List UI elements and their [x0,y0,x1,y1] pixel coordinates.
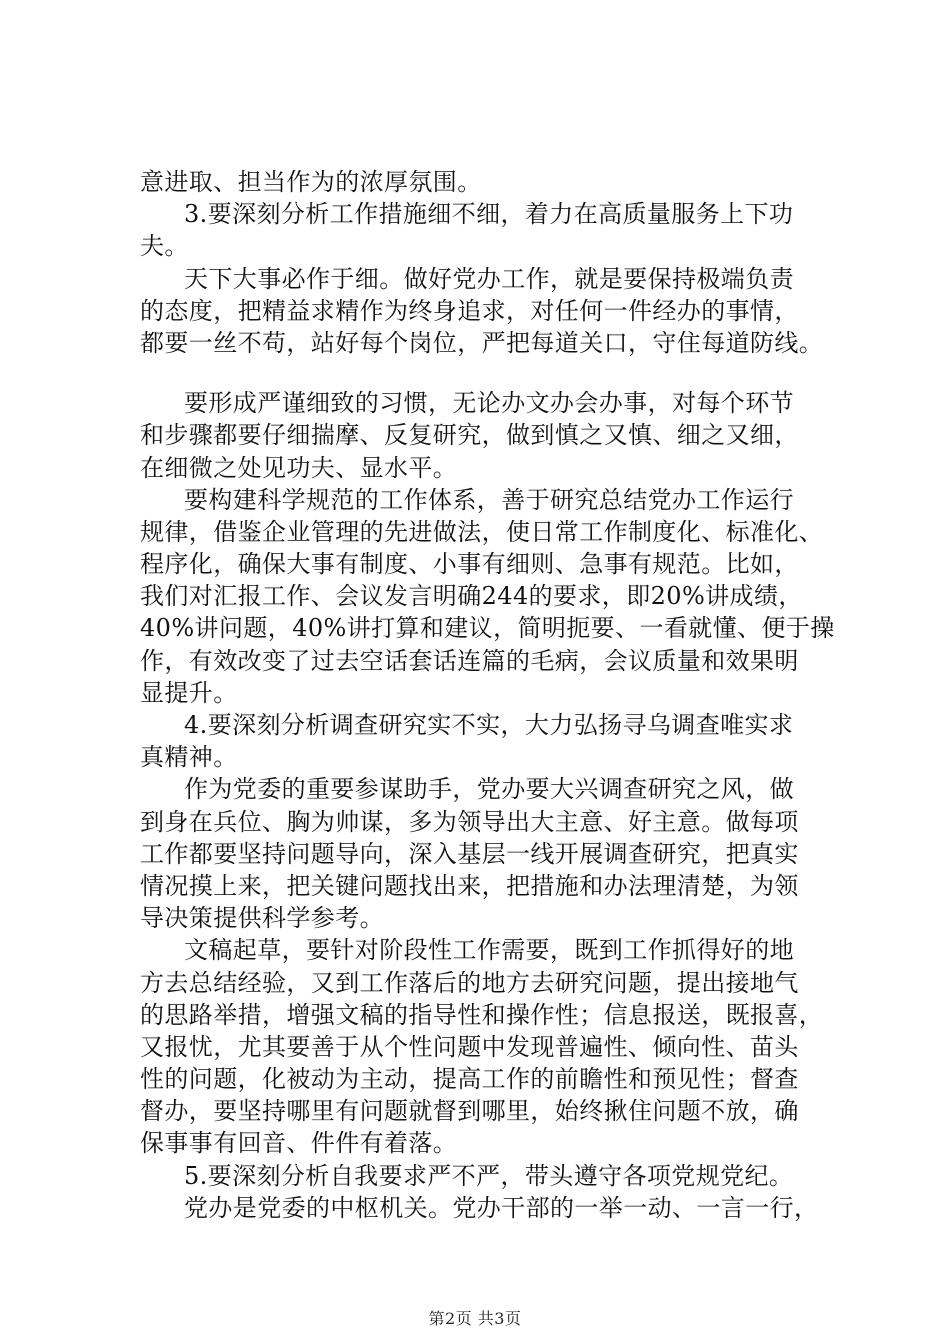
text-line: 到身在兵位、胸为帅谋，多为领导出大主意、好主意。做每项 [140,807,799,836]
text-line: 的思路举措，增强文稿的指导性和操作性；信息报送，既报喜， [140,1000,824,1029]
page-footer: 第2页 共3页 [428,1309,522,1328]
text-line: 我们对汇报工作、会议发言明确244的要求，即20%讲成绩， [140,582,803,611]
text-line: 意进取、担当作为的浓厚氛围。 [140,168,482,196]
text-line: 在细微之处见功夫、显水平。 [140,453,458,482]
text-line: 5.要深刻分析自我要求严不严，带头遵守各项党规党纪。 [184,1161,794,1190]
text-line: 又报忧，尤其要善于从个性问题中发现普遍性、倾向性、苗头 [140,1032,799,1061]
text-line: 作为党委的重要参谋助手，党办要大兴调查研究之风，做 [184,775,794,804]
document-body [140,166,835,1224]
text-line: 天下大事必作于细。做好党办工作，就是要保持极端负责 [184,264,794,293]
text-line: 作，有效改变了过去空话套话连篇的毛病，会议质量和效果明 [140,646,799,675]
text-line: 文稿起草，要针对阶段性工作需要，既到工作抓得好的地 [184,936,794,965]
text-line: 工作都要坚持问题导向，深入基层一线开展调查研究，把真实 [140,839,799,868]
text-line: 导决策提供科学参考。 [140,904,384,933]
text-line: 都要一丝不苟，站好每个岗位，严把每道关口，守住每道防线。 [140,328,824,357]
text-line: 4.要深刻分析调查研究实不实，大力弘扬寻乌调查唯实求 [184,711,794,739]
text-line: 要形成严谨细致的习惯，无论办文办会办事，对每个环节 [184,389,794,418]
text-line: 夫。 [140,232,189,261]
text-line: 要构建科学规范的工作体系，善于研究总结党办工作运行 [184,485,794,514]
text-line: 40%讲问题，40%讲打算和建议，简明扼要、一看就懂、便于操 [140,614,835,643]
text-line: 保事事有回音、件件有着落。 [140,1129,458,1158]
text-line: 督办，要坚持哪里有问题就督到哪里，始终揪住问题不放，确 [140,1097,799,1126]
text-line: 显提升。 [140,678,238,707]
text-line: 性的问题，化被动为主动，提高工作的前瞻性和预见性；督查 [140,1065,799,1094]
text-line: 情况摸上来，把关键问题找出来，把措施和办法理清楚，为领 [140,871,799,900]
text-line: 3.要深刻分析工作措施细不细，着力在高质量服务上下功 [184,200,794,229]
text-line: 方去总结经验，又到工作落后的地方去研究问题，提出接地气 [140,968,799,997]
text-line: 的态度，把精益求精作为终身追求，对任何一件经办的事情， [140,296,799,325]
text-line: 程序化，确保大事有制度、小事有细则、急事有规范。比如， [140,550,799,579]
paragraph-gap [140,359,830,387]
text-line: 党办是党委的中枢机关。党办干部的一举一动、一言一行， [184,1193,819,1222]
text-line: 规律，借鉴企业管理的先进做法，使日常工作制度化、标准化、 [140,517,824,546]
text-line: 真精神。 [140,743,238,772]
text-line: 和步骤都要仔细揣摩、反复研究，做到慎之又慎、细之又细， [140,421,799,450]
